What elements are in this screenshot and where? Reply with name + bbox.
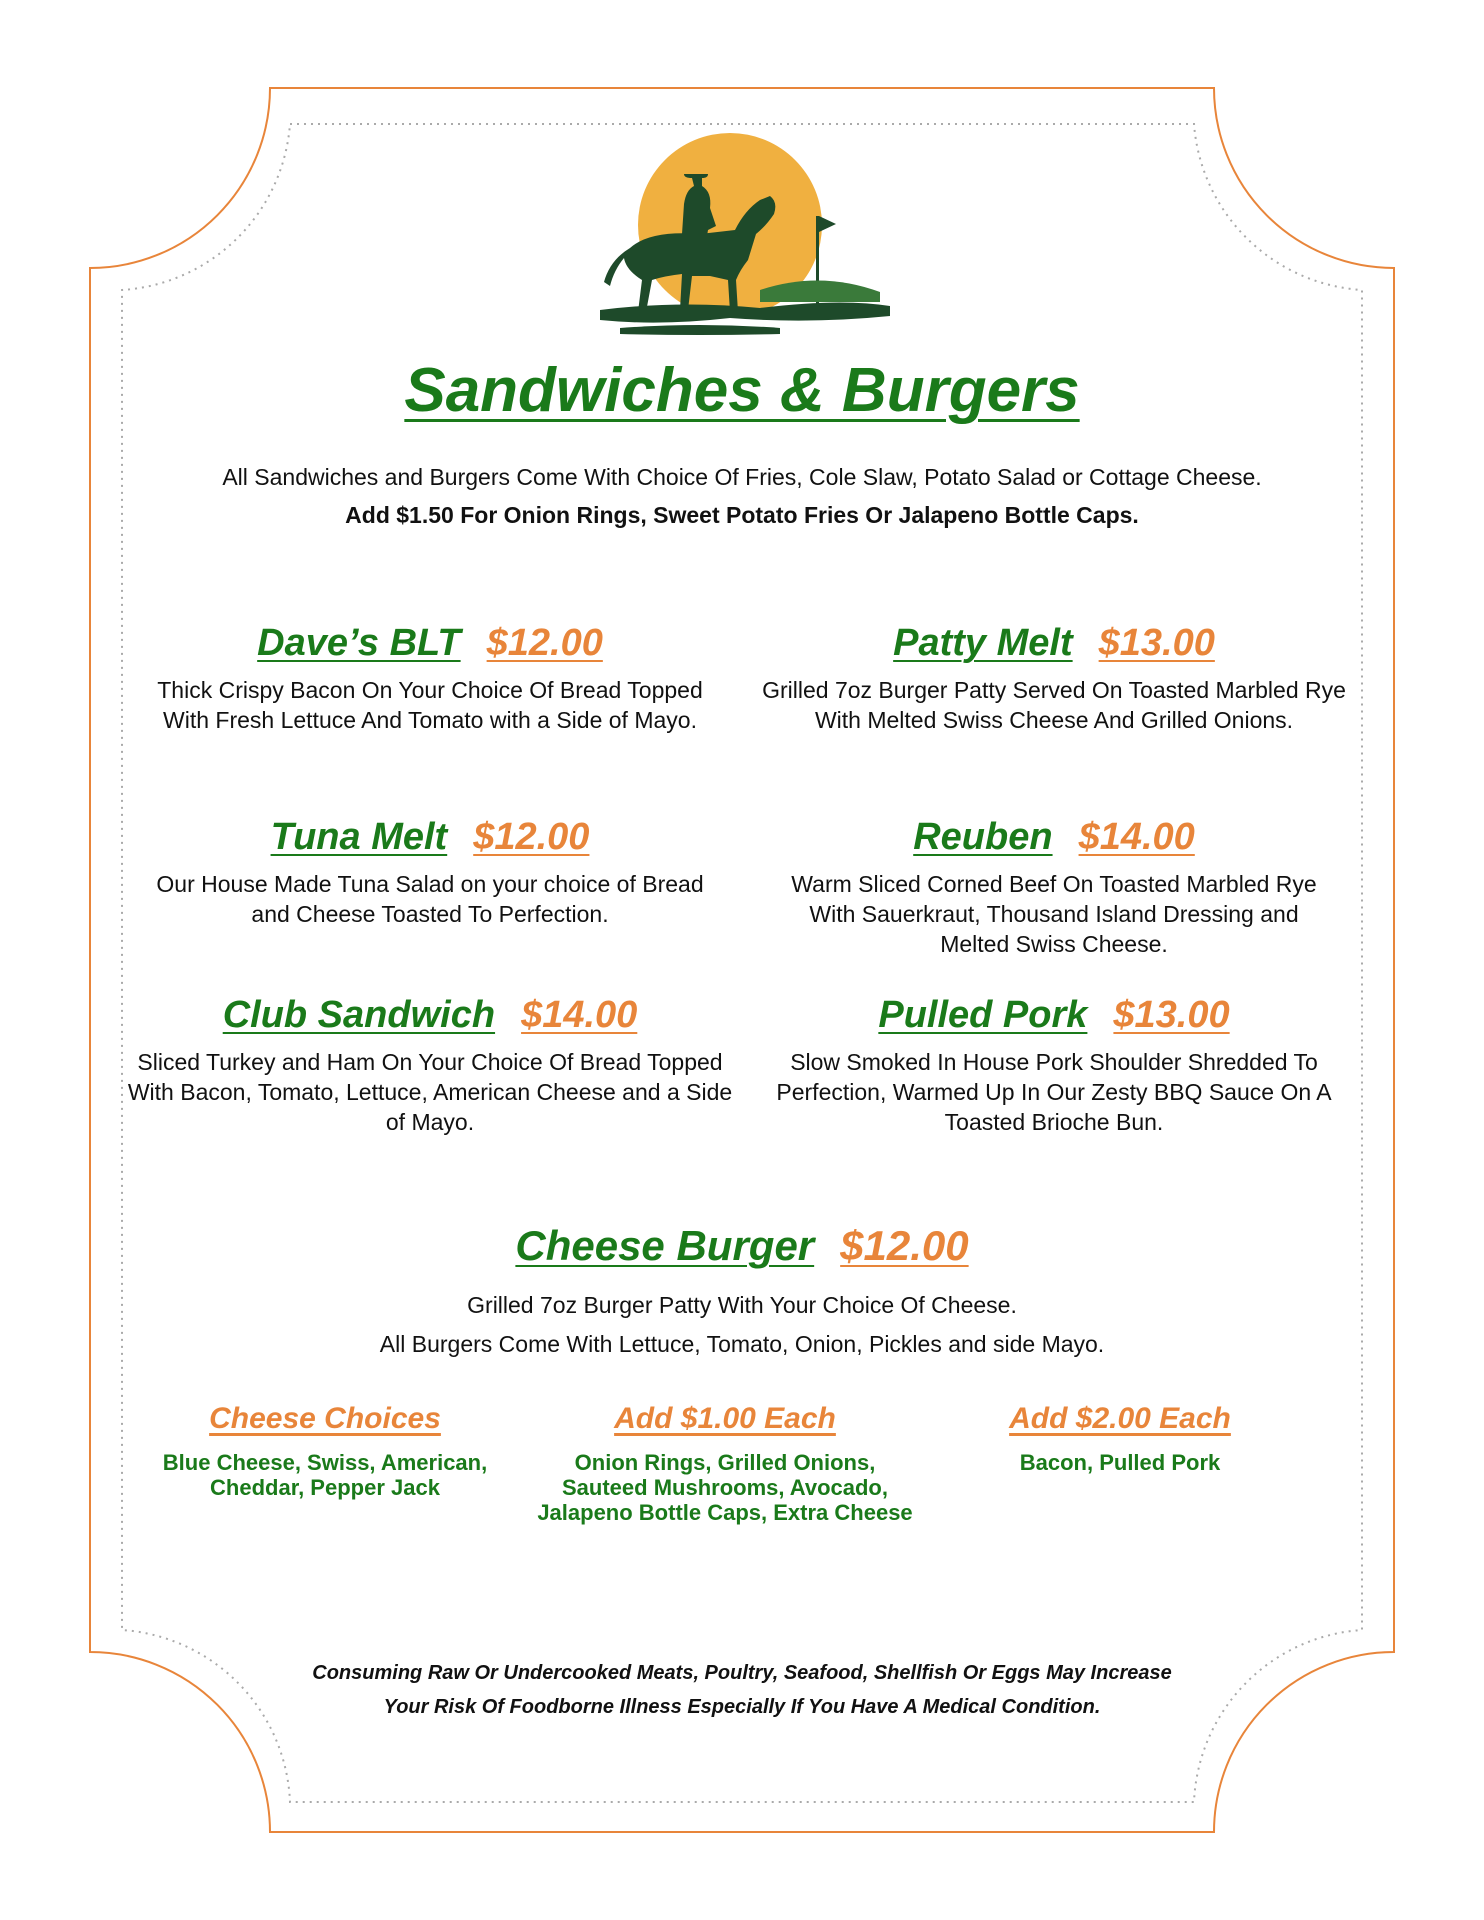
option-title: Cheese Choices	[209, 1402, 441, 1435]
page-title: Sandwiches & Burgers	[404, 356, 1080, 425]
item-description: Our House Made Tuna Salad on your choice of Bread and Cheese Toasted To Perfection.	[156, 871, 704, 927]
item-price: $14.00	[1078, 816, 1195, 858]
option-body: Onion Rings, Grilled Onions, Sauteed Mushrooms, Avocado, Jalapeno Bottle Caps, Extra Cheese	[537, 1450, 913, 1525]
burger-line-2: All Burgers Come With Lettuce, Tomato, Onion, Pickles and side Mayo.	[379, 1331, 1105, 1357]
item-description: Warm Sliced Corned Beef On Toasted Marbled Rye With Sauerkraut, Thousand Island Dressing and Melted Swiss Cheese.	[791, 871, 1317, 957]
option-title: Add $2.00 Each	[1009, 1402, 1231, 1435]
intro-sides: All Sandwiches and Burgers Come With Choice Of Fries, Cole Slaw, Potato Salad or Cottage Cheese.	[222, 464, 1262, 490]
item-name: Patty Melt	[893, 622, 1073, 664]
item-name: Cheese Burger	[515, 1222, 815, 1269]
option-add-two-dollars	[960, 1402, 1280, 1475]
item-price: $14.00	[521, 994, 638, 1036]
option-body: Bacon, Pulled Pork	[1019, 1450, 1221, 1475]
item-price: $12.00	[486, 622, 603, 664]
item-name: Dave’s BLT	[257, 622, 461, 664]
item-price: $12.00	[840, 1222, 969, 1269]
intro-text	[0, 458, 1484, 534]
food-safety-disclaimer: Consuming Raw Or Undercooked Meats, Poultry, Seafood, Shellfish Or Eggs May Increase Your Risk Of Foodborne Illness Especially If You Have A Medical Condition.	[312, 1662, 1172, 1718]
item-price: $13.00	[1113, 994, 1230, 1036]
option-title: Add $1.00 Each	[614, 1402, 836, 1435]
item-name: Reuben	[913, 816, 1053, 858]
item-name: Pulled Pork	[878, 994, 1088, 1036]
option-cheese-choices	[150, 1402, 500, 1500]
menu-item-tuna-melt	[118, 816, 742, 929]
item-description: Sliced Turkey and Ham On Your Choice Of Bread Topped With Bacon, Tomato, Lettuce, American Cheese and a Side of Mayo.	[127, 1049, 733, 1135]
intro-upgrade: Add $1.50 For Onion Rings, Sweet Potato Fries Or Jalapeno Bottle Caps.	[345, 502, 1139, 528]
item-name: Tuna Melt	[270, 816, 448, 858]
menu-item-daves-blt	[118, 622, 742, 735]
cowboy-logo-icon	[560, 130, 900, 345]
menu-item-pulled-pork	[742, 994, 1366, 1137]
option-add-one-dollar	[520, 1402, 930, 1525]
burger-description	[0, 1286, 1484, 1364]
item-description: Slow Smoked In House Pork Shoulder Shredded To Perfection, Warmed Up In Our Zesty BBQ Sauce On A Toasted Brioche Bun.	[776, 1049, 1332, 1135]
menu-item-cheese-burger	[0, 1222, 1484, 1270]
menu-item-club-sandwich	[118, 994, 742, 1137]
option-body: Blue Cheese, Swiss, American, Cheddar, Pepper Jack	[162, 1450, 488, 1500]
burger-line-1: Grilled 7oz Burger Patty With Your Choice Of Cheese.	[467, 1292, 1017, 1318]
item-description: Thick Crispy Bacon On Your Choice Of Bread Topped With Fresh Lettuce And Tomato with a Side of Mayo.	[157, 677, 703, 733]
menu-item-reuben	[742, 816, 1366, 959]
item-price: $12.00	[473, 816, 590, 858]
item-price: $13.00	[1098, 622, 1215, 664]
item-name: Club Sandwich	[222, 994, 496, 1036]
menu-item-patty-melt	[742, 622, 1366, 735]
item-description: Grilled 7oz Burger Patty Served On Toasted Marbled Rye With Melted Swiss Cheese And Grilled Onions.	[762, 677, 1346, 733]
